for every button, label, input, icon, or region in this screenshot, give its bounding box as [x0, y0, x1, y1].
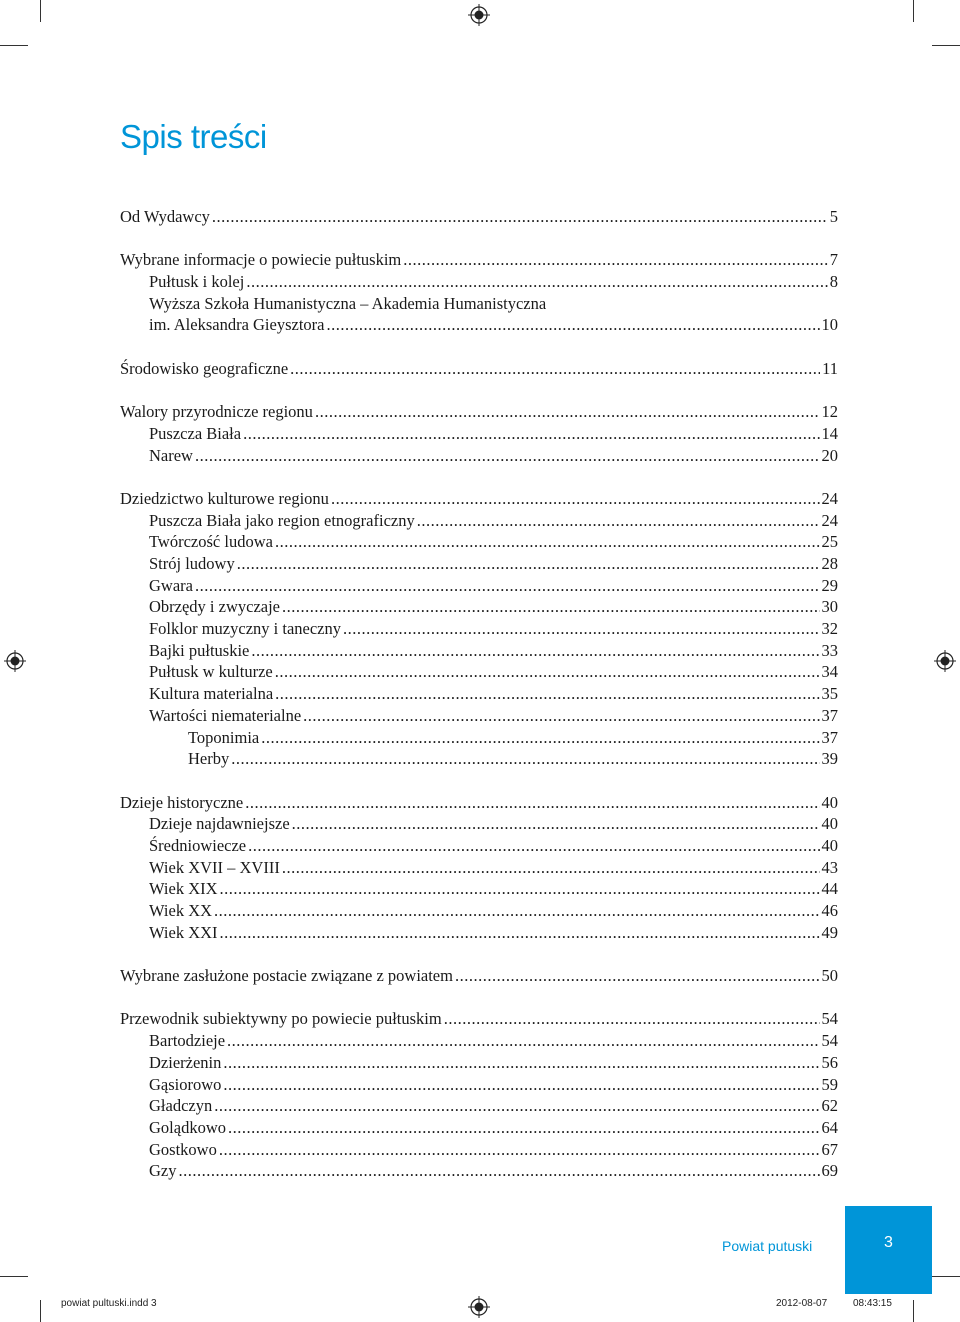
toc-entry-page: 32 — [821, 619, 838, 639]
toc-entry-page: 40 — [821, 792, 838, 812]
toc-entry-title: Gąsiorowo — [149, 1074, 222, 1094]
toc-entry-page: 64 — [821, 1117, 838, 1137]
toc-entry-page: 56 — [821, 1052, 838, 1072]
toc-entry-title: Wiek XIX — [149, 879, 218, 899]
toc-leader-dots — [275, 683, 819, 705]
toc-entry-title: Bartodzieje — [149, 1031, 226, 1051]
crop-mark — [913, 0, 914, 22]
toc-leader-dots — [275, 661, 820, 683]
crop-mark — [932, 45, 960, 46]
toc-entry — [120, 878, 838, 900]
toc-entry — [120, 1008, 838, 1030]
toc-entry-page: 8 — [829, 272, 838, 292]
running-title: Powiat putuski — [722, 1238, 813, 1254]
toc-entry-title: Kultura materialna — [149, 684, 274, 704]
toc-entry — [120, 857, 838, 879]
toc-entry-title: Dziedzictwo kulturowe regionu — [120, 488, 329, 508]
toc-entry — [120, 510, 838, 532]
toc-entry-title: Gostkowo — [149, 1139, 217, 1159]
table-of-contents — [120, 206, 838, 1182]
toc-entry-title: Wybrane informacje o powiecie pułtuskim — [120, 250, 402, 270]
toc-entry — [120, 965, 838, 987]
toc-leader-dots — [292, 813, 820, 835]
toc-leader-dots — [282, 596, 819, 618]
toc-entry-title: im. Aleksandra Gieysztora — [149, 315, 325, 335]
toc-leader-dots — [343, 618, 820, 640]
toc-entry — [120, 1139, 838, 1161]
toc-entry-title: Pułtusk i kolej — [149, 272, 245, 292]
toc-entry-page: 59 — [821, 1074, 838, 1094]
toc-entry — [120, 835, 838, 857]
toc-leader-dots — [220, 922, 820, 944]
toc-leader-dots — [179, 1160, 820, 1182]
toc-entry-page: 5 — [829, 207, 838, 226]
toc-entry-page: 39 — [821, 749, 838, 769]
toc-entry — [120, 813, 838, 835]
toc-entry-page: 29 — [821, 575, 838, 595]
toc-leader-dots — [243, 423, 819, 445]
toc-entry-page: 12 — [821, 402, 838, 422]
toc-leader-dots — [228, 1117, 820, 1139]
toc-leader-dots — [251, 640, 819, 662]
toc-leader-dots — [303, 705, 819, 727]
toc-entry-title: Dzierżenin — [149, 1052, 222, 1072]
toc-entry-page: 43 — [821, 857, 838, 877]
toc-entry-page: 62 — [821, 1096, 838, 1116]
toc-entry — [120, 358, 838, 380]
toc-entry-page: 69 — [821, 1161, 838, 1181]
toc-entry — [120, 922, 838, 944]
toc-entry-title: Herby — [188, 749, 230, 769]
toc-entry-page: 24 — [821, 510, 838, 530]
toc-leader-dots — [315, 401, 820, 423]
toc-entry-title: Puszcza Biała jako region etnograficzny — [149, 510, 415, 530]
crop-mark — [932, 1276, 960, 1277]
toc-leader-dots — [237, 553, 820, 575]
crop-mark — [0, 1276, 28, 1277]
toc-entry-page: 25 — [821, 532, 838, 552]
toc-entry-page: 10 — [821, 315, 838, 335]
toc-leader-dots — [327, 314, 820, 336]
toc-entry-title: Wiek XVII – XVIII — [149, 857, 280, 877]
toc-entry-title: Dzieje historyczne — [120, 792, 244, 812]
crop-mark — [40, 0, 41, 22]
toc-entry — [120, 249, 838, 271]
toc-entry-page: 54 — [821, 1031, 838, 1051]
toc-leader-dots — [417, 510, 820, 532]
toc-leader-dots — [223, 1074, 819, 1096]
toc-entry — [120, 705, 838, 727]
toc-entry-page: 67 — [821, 1139, 838, 1159]
toc-entry-title: Wartości niematerialne — [149, 705, 302, 725]
toc-entry-page: 28 — [821, 554, 838, 573]
toc-entry-page: 46 — [821, 901, 838, 920]
toc-entry-page: 37 — [821, 727, 838, 747]
toc-entry — [120, 206, 838, 228]
toc-entry-page: 30 — [821, 597, 838, 617]
toc-entry-title: Gładczyn — [149, 1096, 213, 1116]
toc-entry-title: Środowisko geograficzne — [120, 358, 289, 378]
toc-entry-title: Wiek XXI — [149, 922, 218, 942]
slug-file: powiat pultuski.indd 3 — [61, 1298, 157, 1309]
toc-leader-dots — [219, 1139, 820, 1161]
toc-entry — [120, 727, 838, 749]
toc-entry — [120, 748, 838, 770]
toc-entry-page: 44 — [821, 879, 838, 899]
toc-entry — [120, 1117, 838, 1139]
toc-entry-page: 7 — [829, 250, 838, 270]
toc-leader-dots — [227, 1030, 819, 1052]
toc-entry-title: Strój ludowy — [149, 554, 235, 573]
toc-entry-title: Obrzędy i zwyczaje — [149, 597, 281, 617]
toc-entry-title: Walory przyrodnicze regionu — [120, 402, 313, 422]
toc-entry-page: 49 — [821, 922, 838, 942]
toc-leader-dots — [214, 1095, 819, 1117]
toc-leader-dots — [246, 271, 827, 293]
toc-leader-dots — [444, 1008, 820, 1030]
toc-entry-title: Golądkowo — [149, 1117, 226, 1137]
toc-entry-page: 40 — [821, 835, 838, 855]
toc-entry — [120, 596, 838, 618]
toc-leader-dots — [212, 206, 828, 228]
toc-entry-title: Narew — [149, 445, 193, 465]
toc-entry — [120, 575, 838, 597]
toc-entry-title: Pułtusk w kulturze — [149, 662, 273, 682]
toc-leader-dots — [455, 965, 820, 987]
toc-leader-dots — [223, 1052, 819, 1074]
toc-entry-page: 54 — [821, 1009, 838, 1029]
toc-entry-title: Wiek XX — [149, 901, 213, 920]
toc-entry-page: 33 — [821, 640, 838, 660]
toc-entry — [120, 488, 838, 510]
toc-entry — [120, 618, 838, 640]
toc-entry — [120, 271, 838, 293]
toc-entry-page: 35 — [821, 684, 838, 704]
toc-entry-title: Wyższa Szkoła Humanistyczna – Akademia Humanistyczna — [149, 293, 547, 313]
toc-entry-page: 14 — [821, 423, 838, 443]
toc-leader-dots — [403, 249, 828, 271]
toc-entry — [120, 553, 838, 575]
toc-entry — [120, 445, 838, 467]
registration-mark-icon — [934, 650, 956, 672]
toc-leader-dots — [214, 900, 819, 922]
toc-entry — [120, 1030, 838, 1052]
toc-entry-title: Średniowiecze — [149, 835, 247, 855]
slug-date: 2012-08-07 — [776, 1298, 828, 1309]
toc-leader-dots — [275, 531, 820, 553]
toc-leader-dots — [195, 445, 820, 467]
toc-entry-page: 40 — [821, 814, 838, 834]
page-title: Spis treści — [120, 118, 267, 155]
toc-leader-dots — [290, 358, 820, 380]
registration-mark-icon — [468, 4, 490, 26]
toc-entry — [120, 1160, 838, 1182]
toc-entry — [120, 1052, 838, 1074]
toc-entry — [120, 900, 838, 922]
toc-entry — [120, 661, 838, 683]
toc-entry-title: Folklor muzyczny i taneczny — [149, 619, 341, 639]
crop-mark — [0, 45, 28, 46]
toc-leader-dots — [331, 488, 820, 510]
toc-entry-page: 50 — [821, 966, 838, 986]
toc-entry — [120, 314, 838, 336]
toc-entry — [120, 640, 838, 662]
toc-entry-title: Dzieje najdawniejsze — [149, 814, 290, 834]
toc-entry — [120, 1095, 838, 1117]
toc-entry — [120, 423, 838, 445]
toc-leader-dots — [248, 835, 819, 857]
toc-entry — [120, 792, 838, 814]
toc-leader-dots — [231, 748, 819, 770]
registration-mark-icon — [4, 650, 26, 672]
toc-entry — [120, 401, 838, 423]
crop-mark — [40, 1300, 41, 1322]
crop-mark — [913, 1300, 914, 1322]
toc-leader-dots — [220, 878, 820, 900]
toc-entry — [120, 293, 838, 315]
toc-leader-dots — [245, 792, 819, 814]
toc-leader-dots — [195, 575, 820, 597]
toc-leader-dots — [261, 727, 819, 749]
toc-entry-title: Gwara — [149, 575, 193, 595]
toc-entry-title: Puszcza Biała — [149, 423, 242, 443]
toc-entry-page: 20 — [821, 445, 838, 465]
toc-entry-page: 37 — [821, 705, 838, 725]
toc-entry-title: Wybrane zasłużone postacie związane z powiatem — [120, 966, 453, 986]
toc-entry-title: Bajki pułtuskie — [149, 640, 250, 660]
toc-entry — [120, 683, 838, 705]
toc-entry-page: 34 — [821, 662, 838, 682]
toc-entry — [120, 531, 838, 553]
toc-entry-title: Gzy — [149, 1161, 177, 1181]
page-number: 3 — [884, 1234, 893, 1251]
toc-entry-page: 24 — [821, 488, 838, 508]
toc-entry — [120, 1074, 838, 1096]
toc-entry-title: Toponimia — [188, 727, 260, 747]
toc-leader-dots — [282, 857, 820, 879]
toc-entry-title: Przewodnik subiektywny po powiecie pułtuskim — [120, 1009, 442, 1029]
slug-time: 08:43:15 — [853, 1298, 892, 1309]
page-tab — [845, 1206, 932, 1294]
registration-mark-icon — [468, 1296, 490, 1318]
toc-entry-page: 11 — [822, 358, 838, 378]
toc-entry-title: Od Wydawcy — [120, 207, 210, 226]
toc-entry-title: Twórczość ludowa — [149, 532, 273, 552]
